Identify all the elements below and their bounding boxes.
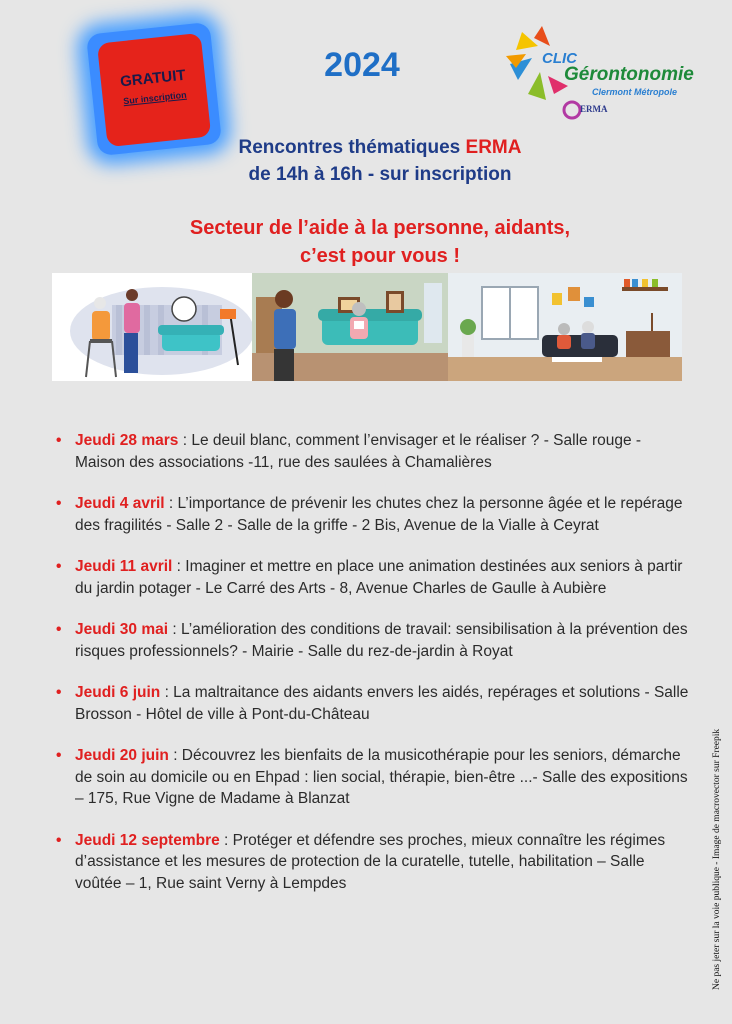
- bullet-icon: •: [56, 495, 62, 512]
- badge-square: [97, 33, 211, 147]
- side-note: [712, 580, 724, 1000]
- headline-line-1: Secteur de l’aide à la personne, aidants,: [189, 217, 571, 239]
- subtitle: [150, 134, 610, 188]
- event-date: Jeudi 6 juin: [75, 684, 161, 701]
- event-item: [52, 493, 694, 536]
- illustration-panel-visit: [252, 273, 448, 381]
- headline: [120, 214, 640, 270]
- badge-subtitle: Sur inscription: [122, 89, 188, 107]
- bullet-icon: •: [56, 621, 62, 638]
- event-text: : L’importance de prévenir les chutes chez la personne âgée et le repérage des fragilités - Salle 2 - Salle de la griffe - 2 Bis, Avenue de la Vialle à Ceyrat: [75, 495, 683, 534]
- bullet-icon: •: [56, 558, 62, 575]
- event-text: : Le deuil blanc, comment l’envisager et le réaliser ? - Salle rouge - Maison des associations -11, rue des saulées à Chamalières: [75, 432, 642, 471]
- event-date: Jeudi 11 avril: [75, 558, 173, 575]
- subtitle-highlight: ERMA: [465, 137, 522, 158]
- event-item: [52, 830, 694, 895]
- logo-clic: CLIC: [542, 50, 577, 67]
- event-date: Jeudi 28 mars: [75, 432, 179, 449]
- clic-logo: [506, 24, 692, 124]
- event-item: [52, 556, 694, 599]
- event-text: : Protéger et défendre ses proches, mieux connaître les régimes d’assistance et les mesures de protection de la curatelle, tutelle, habilitation – Salle voûtée – 1, Rue saint Verny à Lempdes: [75, 831, 666, 892]
- event-item: [52, 682, 694, 725]
- bullet-icon: •: [56, 432, 62, 449]
- bullet-icon: •: [56, 684, 62, 701]
- illustration-panel-living-room: [448, 273, 682, 381]
- event-date: Jeudi 30 mai: [75, 621, 169, 638]
- event-item: [52, 745, 694, 810]
- bullet-icon: •: [56, 747, 62, 764]
- event-text: : L’amélioration des conditions de travail: sensibilisation à la prévention des risques professionnels? - Mairie - Salle du rez-de-jardin à Royat: [75, 621, 688, 660]
- event-text: : Découvrez les bienfaits de la musicothérapie pour les seniors, démarche de soin au domicile ou en Ehpad : lien social, thérapie, bien-être ...- Salle des expositions – 175, Rue Vigne de Madame à Blanzat: [75, 747, 688, 807]
- logo-gerontonomie: Gérontonomie: [564, 64, 694, 85]
- event-date: Jeudi 20 juin: [75, 747, 169, 764]
- event-item: [52, 619, 694, 662]
- event-date: Jeudi 4 avril: [75, 495, 165, 512]
- illustration-banner: [52, 273, 682, 381]
- event-list: [52, 430, 694, 914]
- subtitle-line-1: [150, 134, 610, 161]
- badge-title: GRATUIT: [119, 66, 187, 91]
- logo-clermont: Clermont Métropole: [592, 87, 678, 97]
- event-text: : La maltraitance des aidants envers les aidés, repérages et solutions - Salle Brosson - Hôtel de ville à Pont-du-Château: [75, 684, 689, 723]
- subtitle-line-2: de 14h à 16h - sur inscription: [248, 164, 512, 185]
- year-title: 2024: [324, 46, 400, 84]
- headline-line-2: c’est pour vous !: [299, 245, 461, 267]
- illustration-panel-caregiver: [52, 273, 254, 381]
- logo-erma: ERMA: [580, 104, 608, 114]
- bullet-icon: •: [56, 831, 62, 849]
- event-text: : Imaginer et mettre en place une animation destinées aux seniors à partir du jardin potager - Le Carré des Arts - 8, Avenue Charles de Gaulle à Aubière: [75, 558, 683, 597]
- subtitle-prefix: Rencontres thématiques: [238, 137, 466, 158]
- event-item: [52, 430, 694, 473]
- event-date: Jeudi 12 septembre: [75, 831, 220, 849]
- side-note-text: Ne pas jeter sur la voie publique - Image de macrovector sur Freepik: [712, 728, 722, 990]
